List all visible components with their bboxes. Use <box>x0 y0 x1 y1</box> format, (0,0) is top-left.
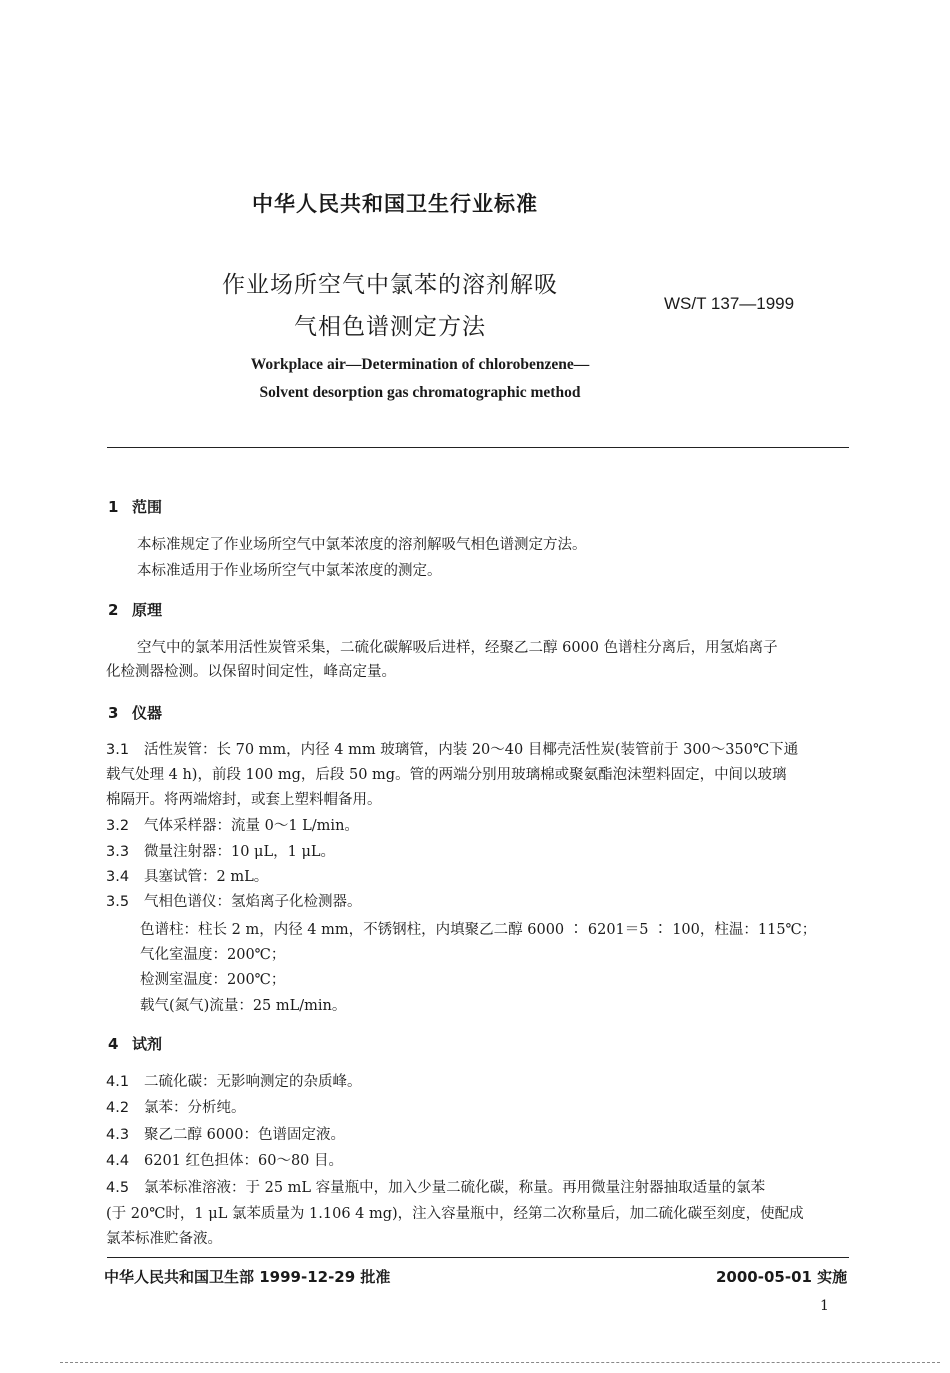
section-1-heading <box>108 496 162 517</box>
clause-4-3 <box>106 1124 852 1146</box>
paragraph-line: 化检测器检测。以保留时间定性，峰高定量。 <box>106 664 396 680</box>
clause-4-2 <box>106 1097 852 1119</box>
clause-text: 气相色谱仪：氢焰离子化检测器。 <box>144 894 362 910</box>
section-title: 试剂 <box>132 1035 163 1053</box>
sub-item: 气化室温度：200℃； <box>140 947 286 963</box>
approval-date: 中华人民共和国卫生部 1999-12-29 批准 <box>104 1268 391 1286</box>
section-3-heading <box>108 702 162 723</box>
clause-4-4 <box>106 1150 852 1172</box>
clause-3-2 <box>106 815 852 837</box>
paragraph-line: 空气中的氯苯用活性炭管采集，二硫化碳解吸后进样，经聚乙二醇 6000 色谱柱分离后，用氢焰离子 <box>137 640 778 656</box>
footer-divider <box>107 1257 849 1258</box>
clause-number: 4.1 <box>106 1074 130 1090</box>
section-title: 范围 <box>132 498 163 516</box>
sub-item: 色谱柱：柱长 2 m，内径 4 mm，不锈钢柱，内填聚乙二醇 6000 ∶ 6201＝5 ∶ 100，柱温：115℃； <box>140 922 817 938</box>
clause-3-1-line-2: 载气处理 4 h)，前段 100 mg，后段 50 mg。管的两端分别用玻璃棉或聚氨酯泡沫塑料固定，中间以玻璃 <box>106 767 787 783</box>
clause-text: 二硫化碳：无影响测定的杂质峰。 <box>144 1074 362 1090</box>
clause-number: 3.2 <box>106 818 130 834</box>
clause-3-5 <box>106 891 852 913</box>
issuer-heading: 中华人民共和国卫生行业标准 <box>252 192 538 216</box>
clause-text: 聚乙二醇 6000：色谱固定液。 <box>144 1127 346 1143</box>
section-number: 1 <box>108 498 119 516</box>
clause-number: 3.5 <box>106 894 130 910</box>
bottom-scan-edge <box>60 1362 940 1363</box>
paragraph: 本标准规定了作业场所空气中氯苯浓度的溶剂解吸气相色谱测定方法。 <box>137 537 587 553</box>
clause-text: 氯苯：分析纯。 <box>144 1100 246 1116</box>
clause-4-5 <box>106 1177 852 1199</box>
clause-number: 3.3 <box>106 844 130 860</box>
clause-text: 6201 红色担体：60～80 目。 <box>144 1153 344 1169</box>
clause-number: 3.4 <box>106 869 130 885</box>
sub-item: 载气(氮气)流量：25 mL/min。 <box>140 998 347 1014</box>
section-number: 4 <box>108 1035 119 1053</box>
clause-text: 氯苯标准溶液：于 25 mL 容量瓶中，加入少量二硫化碳，称量。再用微量注射器抽取适量的氯苯 <box>144 1180 766 1196</box>
clause-3-1-line-3: 棉隔开。将两端熔封，或套上塑料帽备用。 <box>106 792 382 808</box>
clause-number: 4.3 <box>106 1127 130 1143</box>
section-title: 原理 <box>132 601 163 619</box>
clause-number: 3.1 <box>106 742 130 758</box>
section-title: 仪器 <box>132 704 163 722</box>
clause-text: 活性炭管：长 70 mm，内径 4 mm 玻璃管，内装 20～40 目椰壳活性炭(装管前于 300～350℃下通 <box>144 742 799 758</box>
clause-text: 具塞试管：2 mL。 <box>144 869 269 885</box>
clause-3-3 <box>106 841 852 863</box>
implementation-date: 2000-05-01 实施 <box>716 1268 848 1286</box>
section-4-heading <box>108 1033 162 1054</box>
title-en-line-1: Workplace air—Determination of chlorobenzene— <box>250 356 590 373</box>
clause-number: 4.2 <box>106 1100 130 1116</box>
clause-3-1 <box>106 739 852 761</box>
clause-4-5-line-2: (于 20℃时，1 μL 氯苯质量为 1.106 4 mg)，注入容量瓶中，经第二次称量后，加二硫化碳至刻度，使配成 <box>106 1206 804 1222</box>
sub-item: 检测室温度：200℃； <box>140 972 286 988</box>
paragraph: 本标准适用于作业场所空气中氯苯浓度的测定。 <box>137 563 442 579</box>
standard-number: WS/T 137—1999 <box>664 294 795 313</box>
title-cn-line-2: 气相色谱测定方法 <box>294 314 486 340</box>
clause-text: 微量注射器：10 μL，1 μL。 <box>144 844 335 860</box>
clause-number: 4.5 <box>106 1180 130 1196</box>
section-number: 2 <box>108 601 119 619</box>
page-number: 1 <box>820 1298 829 1314</box>
section-number: 3 <box>108 704 119 722</box>
title-en-line-2: Solvent desorption gas chromatographic method <box>259 384 581 401</box>
header-divider <box>107 447 849 448</box>
clause-text: 气体采样器：流量 0～1 L/min。 <box>144 818 359 834</box>
clause-4-5-line-3: 氯苯标准贮备液。 <box>106 1231 222 1247</box>
clause-4-1 <box>106 1071 852 1093</box>
clause-number: 4.4 <box>106 1153 130 1169</box>
section-2-heading <box>108 599 162 620</box>
title-cn-line-1: 作业场所空气中氯苯的溶剂解吸 <box>222 272 558 298</box>
clause-3-4 <box>106 866 852 888</box>
